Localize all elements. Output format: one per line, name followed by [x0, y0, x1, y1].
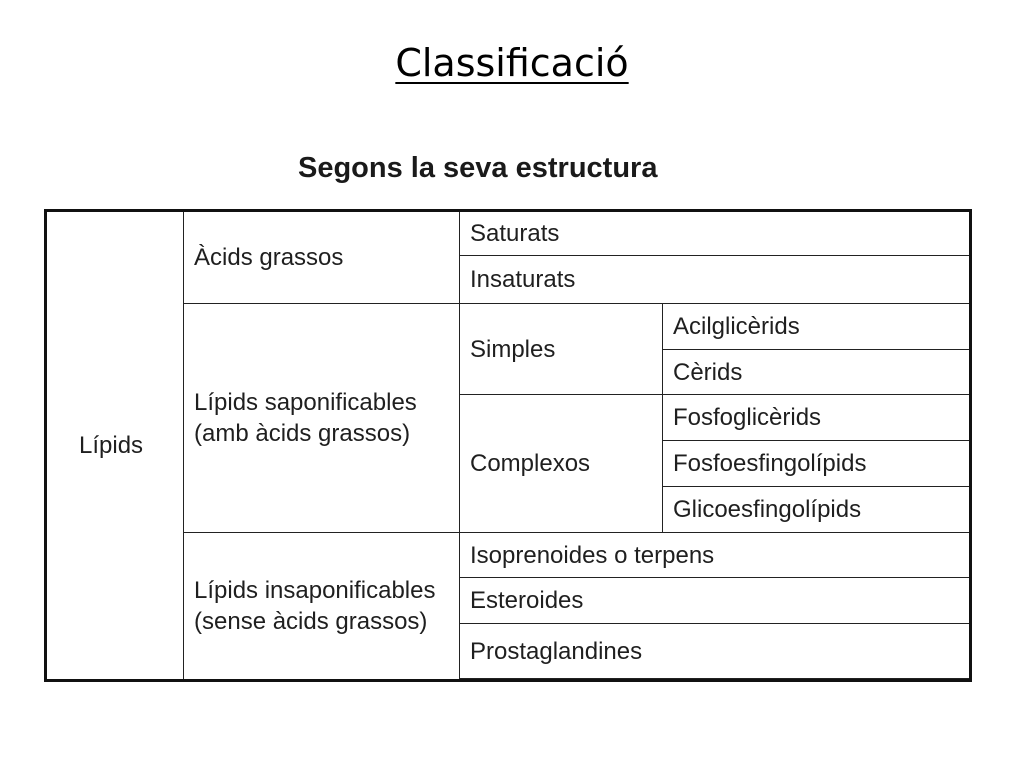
cell-glicoesfingolipids: Glicoesfingolípids [663, 487, 971, 533]
cell-complexos: Complexos [460, 395, 663, 533]
page-title [0, 38, 1024, 88]
table-row [46, 304, 971, 350]
cell-fosfoglicerids: Fosfoglicèrids [663, 395, 971, 441]
table-caption: Segons la seva estructura [298, 152, 658, 184]
cell-fosfoesfingolipids: Fosfoesfingolípids [663, 441, 971, 487]
cell-cerids: Cèrids [663, 350, 971, 395]
table-row [46, 211, 971, 256]
cell-lipids: Lípids [46, 211, 184, 681]
cell-esteroides: Esteroides [460, 578, 971, 624]
cell-lipids-insaponificables: Lípids insaponificables (sense àcids grassos) [184, 533, 460, 681]
cell-prostaglandines: Prostaglandines [460, 624, 971, 679]
cell-insaturats: Insaturats [460, 256, 971, 304]
cell-lipids-saponificables: Lípids saponificables (amb àcids grassos) [184, 304, 460, 533]
cell-saturats: Saturats [460, 211, 971, 256]
page-title-text: Classificació [395, 41, 629, 85]
cell-simples: Simples [460, 304, 663, 395]
spacer-cell [460, 679, 971, 681]
lipid-classification-table [44, 209, 972, 682]
table-row [46, 533, 971, 578]
cell-isoprenoides: Isoprenoides o terpens [460, 533, 971, 578]
cell-acids-grassos: Àcids grassos [184, 211, 460, 304]
cell-acilglicerids: Acilglicèrids [663, 304, 971, 350]
